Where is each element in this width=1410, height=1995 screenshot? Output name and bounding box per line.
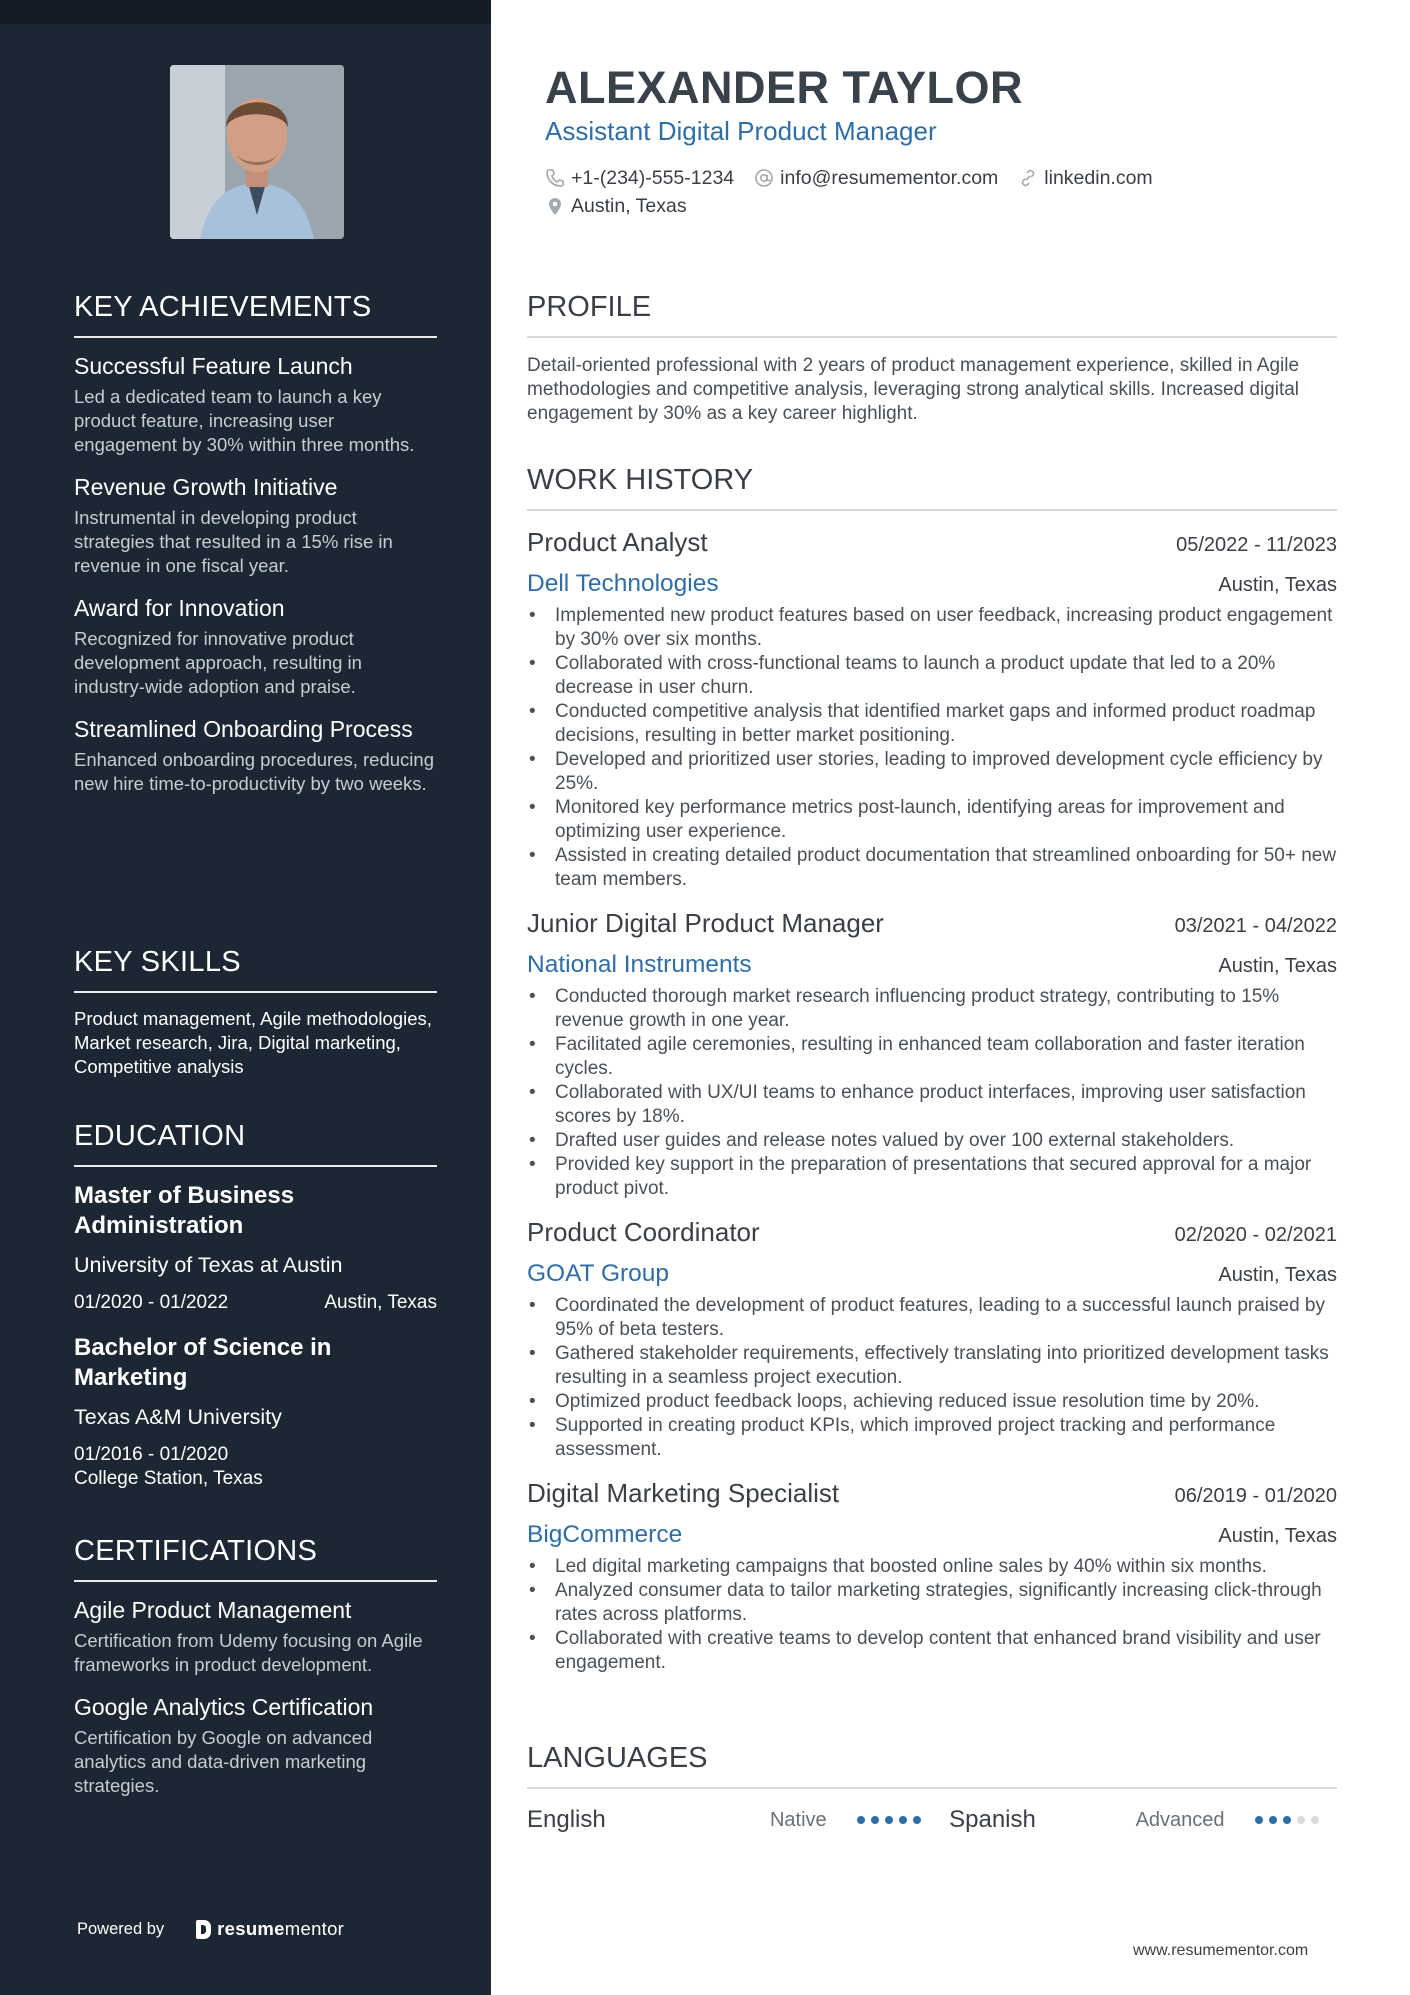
job-bullet: • Assisted in creating detailed product documentation that streamlined onboarding for 50+ new team members. bbox=[527, 844, 1337, 892]
job-company: Dell Technologies bbox=[527, 570, 719, 597]
job-bullet: • Analyzed consumer data to tailor marketing strategies, significantly increasing click-through rates across platforms. bbox=[527, 1579, 1337, 1627]
achievement-item bbox=[74, 715, 437, 796]
rating-dot bbox=[1283, 1816, 1291, 1824]
education-dates: 01/2016 - 01/2020 bbox=[74, 1444, 229, 1465]
job-title: Junior Digital Product Manager bbox=[527, 908, 884, 938]
footer-url[interactable]: www.resumementor.com bbox=[1133, 1942, 1309, 1959]
email-text: info@resumementor.com bbox=[780, 166, 999, 189]
job-entry bbox=[527, 1217, 1337, 1462]
linkedin-text: linkedin.com bbox=[1044, 166, 1153, 189]
job-entry bbox=[527, 908, 1337, 1201]
phone-contact[interactable] bbox=[545, 167, 734, 190]
job-location: Austin, Texas bbox=[1218, 1264, 1337, 1286]
certification-desc: Certification by Google on advanced analytics and data-driven marketing strategies. bbox=[74, 1727, 373, 1796]
job-bullet: • Collaborated with UX/UI teams to enhance product interfaces, improving user satisfaction scores by 18%. bbox=[527, 1081, 1337, 1129]
linkedin-contact[interactable] bbox=[1018, 167, 1152, 190]
location-pin-icon bbox=[545, 196, 565, 216]
job-company: BigCommerce bbox=[527, 1521, 683, 1548]
education-location: College Station, Texas bbox=[74, 1468, 263, 1489]
job-bullet: • Led digital marketing campaigns that boosted online sales by 40% within six months. bbox=[527, 1555, 1337, 1579]
job-dates: 02/2020 - 02/2021 bbox=[1174, 1224, 1337, 1246]
education-section bbox=[74, 1120, 437, 1491]
profile-section bbox=[527, 291, 1337, 426]
rating-dot bbox=[885, 1816, 893, 1824]
achievement-item bbox=[74, 352, 437, 457]
job-bullet: • Conducted competitive analysis that identified market gaps and informed product roadmap decisions, resulting in better market positioning. bbox=[527, 700, 1337, 748]
phone-text: +1-(234)-555-1234 bbox=[571, 166, 735, 189]
work-history-section bbox=[527, 464, 1337, 1691]
job-location: Austin, Texas bbox=[1218, 955, 1337, 977]
job-location: Austin, Texas bbox=[1218, 1525, 1337, 1547]
education-school: University of Texas at Austin bbox=[74, 1253, 343, 1277]
job-bullet: • Drafted user guides and release notes valued by over 100 external stakeholders. bbox=[527, 1129, 1337, 1153]
certification-desc: Certification from Udemy focusing on Agile frameworks in product development. bbox=[74, 1630, 423, 1675]
education-item bbox=[74, 1181, 437, 1315]
job-bullet: • Collaborated with creative teams to develop content that enhanced brand visibility and user engagement. bbox=[527, 1627, 1337, 1675]
rating-dot bbox=[1311, 1816, 1319, 1824]
sidebar bbox=[0, 0, 491, 1995]
education-location: Austin, Texas bbox=[324, 1292, 437, 1313]
education-dates: 01/2020 - 01/2022 bbox=[74, 1292, 229, 1313]
rating-dot bbox=[1297, 1816, 1305, 1824]
job-bullet: • Supported in creating product KPIs, which improved project tracking and performance assessment. bbox=[527, 1414, 1337, 1462]
language-name: Spanish bbox=[949, 1806, 1036, 1833]
education-school: Texas A&M University bbox=[74, 1405, 282, 1429]
achievement-desc: Instrumental in developing product strategies that resulted in a 15% rise in revenue in one fiscal year. bbox=[74, 507, 393, 576]
profile-text: Detail-oriented professional with 2 years of product management experience, skilled in Agile methodologies and competitive analysis, leveraging strong analytical skills. Increased digital engagement by 30% as a key career highlight. bbox=[527, 355, 1300, 424]
certification-item bbox=[74, 1693, 437, 1798]
language-level: Native bbox=[769, 1808, 827, 1831]
job-bullet: • Conducted thorough market research influencing product strategy, contributing to 15% revenue growth in one year. bbox=[527, 985, 1337, 1033]
location-text: Austin, Texas bbox=[571, 194, 687, 217]
achievement-title: Revenue Growth Initiative bbox=[74, 474, 338, 500]
rating-dot bbox=[899, 1816, 907, 1824]
profile-heading: PROFILE bbox=[527, 291, 1337, 338]
job-dates: 06/2019 - 01/2020 bbox=[1174, 1485, 1337, 1507]
skills-text: Product management, Agile methodologies, Market research, Jira, Digital marketing, Competitive analysis bbox=[74, 1008, 432, 1077]
language-name: English bbox=[527, 1806, 606, 1833]
achievements-heading: KEY ACHIEVEMENTS bbox=[74, 291, 437, 338]
rating-dot bbox=[871, 1816, 879, 1824]
job-bullets bbox=[527, 1555, 1337, 1675]
job-bullets bbox=[527, 604, 1337, 892]
rating-dot bbox=[857, 1816, 865, 1824]
candidate-title: Assistant Digital Product Manager bbox=[545, 116, 937, 146]
phone-icon bbox=[545, 168, 565, 188]
certifications-section bbox=[74, 1535, 437, 1814]
languages-heading: LANGUAGES bbox=[527, 1742, 1337, 1789]
job-bullet: • Coordinated the development of product features, leading to a successful launch praised by 95% of beta testers. bbox=[527, 1294, 1337, 1342]
rating-dot bbox=[1269, 1816, 1277, 1824]
achievement-title: Streamlined Onboarding Process bbox=[74, 716, 413, 742]
job-location: Austin, Texas bbox=[1218, 574, 1337, 596]
brand-logo[interactable] bbox=[196, 1918, 344, 1940]
achievement-item bbox=[74, 594, 437, 699]
achievement-desc: Led a dedicated team to launch a key product feature, increasing user engagement by 30% within three months. bbox=[74, 386, 415, 455]
job-bullet: • Implemented new product features based on user feedback, increasing product engagement by 30% over six months. bbox=[527, 604, 1337, 652]
certification-title: Agile Product Management bbox=[74, 1597, 352, 1623]
email-contact[interactable] bbox=[754, 167, 998, 190]
education-heading: EDUCATION bbox=[74, 1120, 437, 1167]
job-bullet: • Collaborated with cross-functional teams to launch a product update that led to a 20% decrease in user churn. bbox=[527, 652, 1337, 700]
job-title: Product Coordinator bbox=[527, 1217, 760, 1247]
achievement-title: Award for Innovation bbox=[74, 595, 285, 621]
rating-dot bbox=[1255, 1816, 1263, 1824]
job-bullet: • Monitored key performance metrics post-launch, identifying areas for improvement and optimizing user experience. bbox=[527, 796, 1337, 844]
skills-heading: KEY SKILLS bbox=[74, 946, 437, 993]
job-title: Digital Marketing Specialist bbox=[527, 1478, 840, 1508]
education-item bbox=[74, 1333, 437, 1491]
candidate-name: ALEXANDER TAYLOR bbox=[545, 62, 1024, 113]
certification-title: Google Analytics Certification bbox=[74, 1694, 374, 1720]
language-level: Advanced bbox=[1135, 1808, 1225, 1831]
job-dates: 03/2021 - 04/2022 bbox=[1174, 915, 1337, 937]
certifications-heading: CERTIFICATIONS bbox=[74, 1535, 437, 1582]
language-rating-spanish bbox=[1255, 1816, 1337, 1824]
link-icon bbox=[1018, 168, 1038, 188]
achievements-section bbox=[74, 291, 437, 812]
certification-item bbox=[74, 1596, 437, 1677]
languages-section bbox=[527, 1742, 1337, 1835]
job-bullet: • Optimized product feedback loops, achieving reduced issue resolution time by 20%. bbox=[527, 1390, 1337, 1414]
achievement-desc: Enhanced onboarding procedures, reducing new hire time-to-productivity by two weeks. bbox=[74, 749, 434, 794]
brand-name-light: mentor bbox=[284, 1918, 345, 1939]
contact-info bbox=[545, 164, 1173, 220]
achievement-title: Successful Feature Launch bbox=[74, 353, 353, 379]
job-bullets bbox=[527, 985, 1337, 1201]
job-company: National Instruments bbox=[527, 951, 752, 978]
achievement-desc: Recognized for innovative product development approach, resulting in industry-wide adoption and praise. bbox=[74, 628, 362, 697]
job-bullet: • Gathered stakeholder requirements, effectively translating into prioritized development tasks resulting in a seamless project execution. bbox=[527, 1342, 1337, 1390]
job-bullet: • Developed and prioritized user stories, leading to improved development cycle efficiency by 25%. bbox=[527, 748, 1337, 796]
brand-mark-icon bbox=[196, 1920, 211, 1939]
job-title: Product Analyst bbox=[527, 527, 708, 557]
brand-name-bold: resume bbox=[217, 1918, 285, 1939]
email-icon bbox=[754, 168, 774, 188]
language-rating-english bbox=[857, 1816, 939, 1824]
rating-dot bbox=[913, 1816, 921, 1824]
education-degree: Master of Business Administration bbox=[74, 1182, 295, 1239]
job-bullet: • Facilitated agile ceremonies, resulting in enhanced team collaboration and faster iteration cycles. bbox=[527, 1033, 1337, 1081]
powered-by bbox=[77, 1918, 344, 1940]
education-degree: Bachelor of Science in Marketing bbox=[74, 1334, 332, 1391]
location-contact bbox=[545, 195, 687, 218]
job-bullet: • Provided key support in the preparation of presentations that secured approval for a major product pivot. bbox=[527, 1153, 1337, 1201]
sidebar-top-bar bbox=[0, 0, 491, 24]
job-dates: 05/2022 - 11/2023 bbox=[1176, 534, 1337, 556]
skills-section bbox=[74, 946, 437, 1079]
powered-by-label: Powered by bbox=[77, 1919, 165, 1938]
job-entry bbox=[527, 527, 1337, 892]
job-company: GOAT Group bbox=[527, 1260, 670, 1287]
achievement-item bbox=[74, 473, 437, 578]
job-entry bbox=[527, 1478, 1337, 1675]
job-bullets bbox=[527, 1294, 1337, 1462]
profile-photo bbox=[170, 65, 344, 239]
work-history-heading: WORK HISTORY bbox=[527, 464, 1337, 511]
